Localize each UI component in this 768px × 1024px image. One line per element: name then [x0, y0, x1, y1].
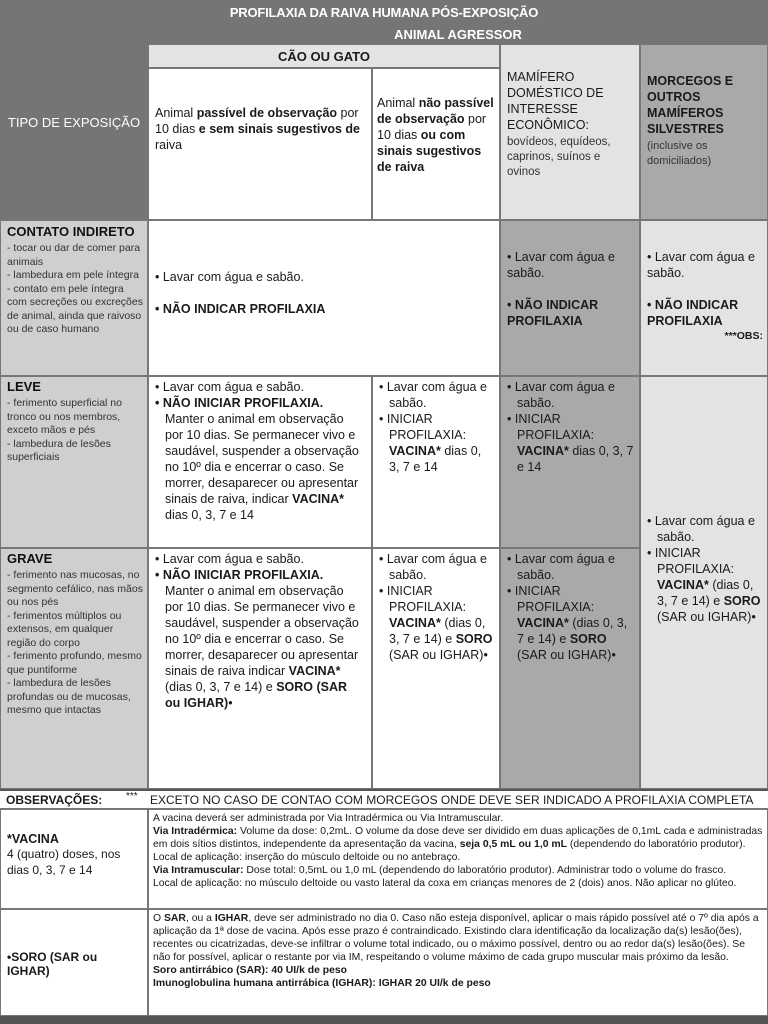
- row-grave-label: GRAVE - ferimento nas mucosas, no segmento cefálico, nas mãos ou nos pés - ferimentos múltiplos ou extensos, em qualquer região do corpo - ferimento profundo, mesmo que puntiforme - lambedura de lesões profundas ou de mucosas, mesmo que intactas: [0, 548, 148, 789]
- page-title: PROFILAXIA DA RAIVA HUMANA PÓS-EXPOSIÇÃO: [0, 0, 768, 24]
- indireto-cao-gato: • Lavar com água e sabão. • NÃO INDICAR PROFILAXIA: [148, 220, 500, 376]
- grave-cg-nao-observavel: • Lavar com água e sabão. • INICIAR PROFILAXIA: VACINA* (dias 0, 3, 7 e 14) e SORO (SAR ou IGHAR)•: [372, 548, 500, 789]
- header-cg-nao-observavel: Animal não passível de observação por 10 dias ou com sinais sugestivos de raiva: [372, 68, 500, 220]
- leve-cg-observavel: • Lavar com água e sabão. • NÃO INICIAR PROFILAXIA. Manter o animal em observação por 10 dias. Se permanecer vivo e saudável, suspender a observação no 10º dia e encerrar o caso. Se morrer, desaparecer ou apresentar sinais de raiva, indicar VACINA* dias 0, 3, 7 e 14: [148, 376, 372, 548]
- leve-cg-nao-observavel: • Lavar com água e sabão. • INICIAR PROFILAXIA: VACINA* dias 0, 3, 7 e 14: [372, 376, 500, 548]
- leve-grave-morcegos: • Lavar com água e sabão. • INICIAR PROFILAXIA: VACINA* (dias 0, 3, 7 e 14) e SORO (SAR ou IGHAR)•: [640, 376, 768, 789]
- observacoes-stars: ***: [126, 791, 138, 802]
- header-mamifero-domestico: MAMÍFERO DOMÉSTICO DE INTERESSE ECONÔMICO: bovídeos, equídeos, caprinos, suínos e ovinos: [500, 44, 640, 220]
- observacoes-label: OBSERVAÇÕES:: [6, 793, 103, 807]
- cao-ou-gato-header: CÃO OU GATO: [148, 44, 500, 68]
- indireto-domestico: • Lavar com água e sabão. • NÃO INDICAR PROFILAXIA: [500, 220, 640, 376]
- header-morcegos: MORCEGOS E OUTROS MAMÍFEROS SILVESTRES (inclusive os domiciliados): [640, 44, 768, 220]
- indireto-morcegos: • Lavar com água e sabão. • NÃO INDICAR PROFILAXIA ***OBS:: [640, 220, 768, 376]
- leve-domestico: • Lavar com água e sabão. • INICIAR PROFILAXIA: VACINA* dias 0, 3, 7 e 14: [500, 376, 640, 548]
- grave-cg-observavel: • Lavar com água e sabão. • NÃO INICIAR PROFILAXIA. Manter o animal em observação por 10 dias. Se permanecer vivo e saudável, suspender a observação no 10º dia e encerrar o caso. Se morrer, desaparecer ou apresentar sinais de raiva indicar VACINA* (dias 0, 3, 7 e 14) e SORO (SAR ou IGHAR)•: [148, 548, 372, 789]
- header-cg-observavel: Animal passível de observação por 10 dias e sem sinais sugestivos de raiva: [148, 68, 372, 220]
- grave-domestico: • Lavar com água e sabão. • INICIAR PROFILAXIA: VACINA* (dias 0, 3, 7 e 14) e SORO (SAR ou IGHAR)•: [500, 548, 640, 789]
- soro-label-cell: •SORO (SAR ou IGHAR): [0, 909, 148, 1016]
- animal-agressor-header: ANIMAL AGRESSOR: [148, 24, 768, 44]
- observacoes-text: EXCETO NO CASO DE CONTAO COM MORCEGOS ONDE DEVE SER INDICADO A PROFILAXIA COMPLETA: [150, 793, 754, 807]
- row-contato-indireto-label: CONTATO INDIRETO - tocar ou dar de comer para animais - lambedura em pele íntegra - contato em pele íntegra com secreções ou excreções de animal, ainda que raivoso ou de caso humano: [0, 220, 148, 376]
- observacoes-strip: [0, 789, 768, 809]
- vacina-label-cell: *VACINA 4 (quatro) doses, nos dias 0, 3, 7 e 14: [0, 809, 148, 909]
- row-leve-label: LEVE - ferimento superficial no tronco ou nos membros, exceto mãos e pés - lambedura de lesões superficiais: [0, 376, 148, 548]
- bottom-bar: [0, 1016, 768, 1024]
- soro-text-cell: O SAR, ou a IGHAR, deve ser administrado no dia 0. Caso não esteja disponível, aplicar o mais rápido possível até o 7º dia após a aplicação da 1ª dose de vacina. Após esse prazo é contraindicado. Existindo clara identificação da localização da(s) lesão(ões), recentes ou cicatrizadas, deve-se infiltrar o volume total indicado, ou o máximo possível, dentro ou ao redor da(s) lesão(ões). Se não for possível, aplicar o restante por via IM, respeitando o volume máximo de cada grupo muscular mais próximo da lesão. Soro antirrábico (SAR): 40 UI/k de peso Imunoglobulina humana antirrábica (IGHAR): IGHAR 20 UI/k de peso: [148, 909, 768, 1016]
- vacina-text-cell: A vacina deverá ser administrada por Via Intradérmica ou Via Intramuscular. Via Intradérmica: Volume da dose: 0,2mL. O volume da dose deve ser dividido em duas aplicações de 0,1mL cada e administradas em dois sítios distintos, independente da apresentação da vacina, seja 0,5 mL ou 1,0 mL (dependendo do laboratório produtor). Local de aplicação: inserção do músculo deltoide ou no antebraço. Via Intramuscular: Dose total: 0,5mL ou 1,0 mL (dependendo do laboratório produtor). Administrar todo o volume do frasco. Local de aplicação: no músculo deltoide ou vasto lateral da coxa em crianças menores de 2 (dois) anos. Não aplicar no glúteo.: [148, 809, 768, 909]
- tipo-exposicao-header: TIPO DE EXPOSIÇÃO: [0, 24, 148, 220]
